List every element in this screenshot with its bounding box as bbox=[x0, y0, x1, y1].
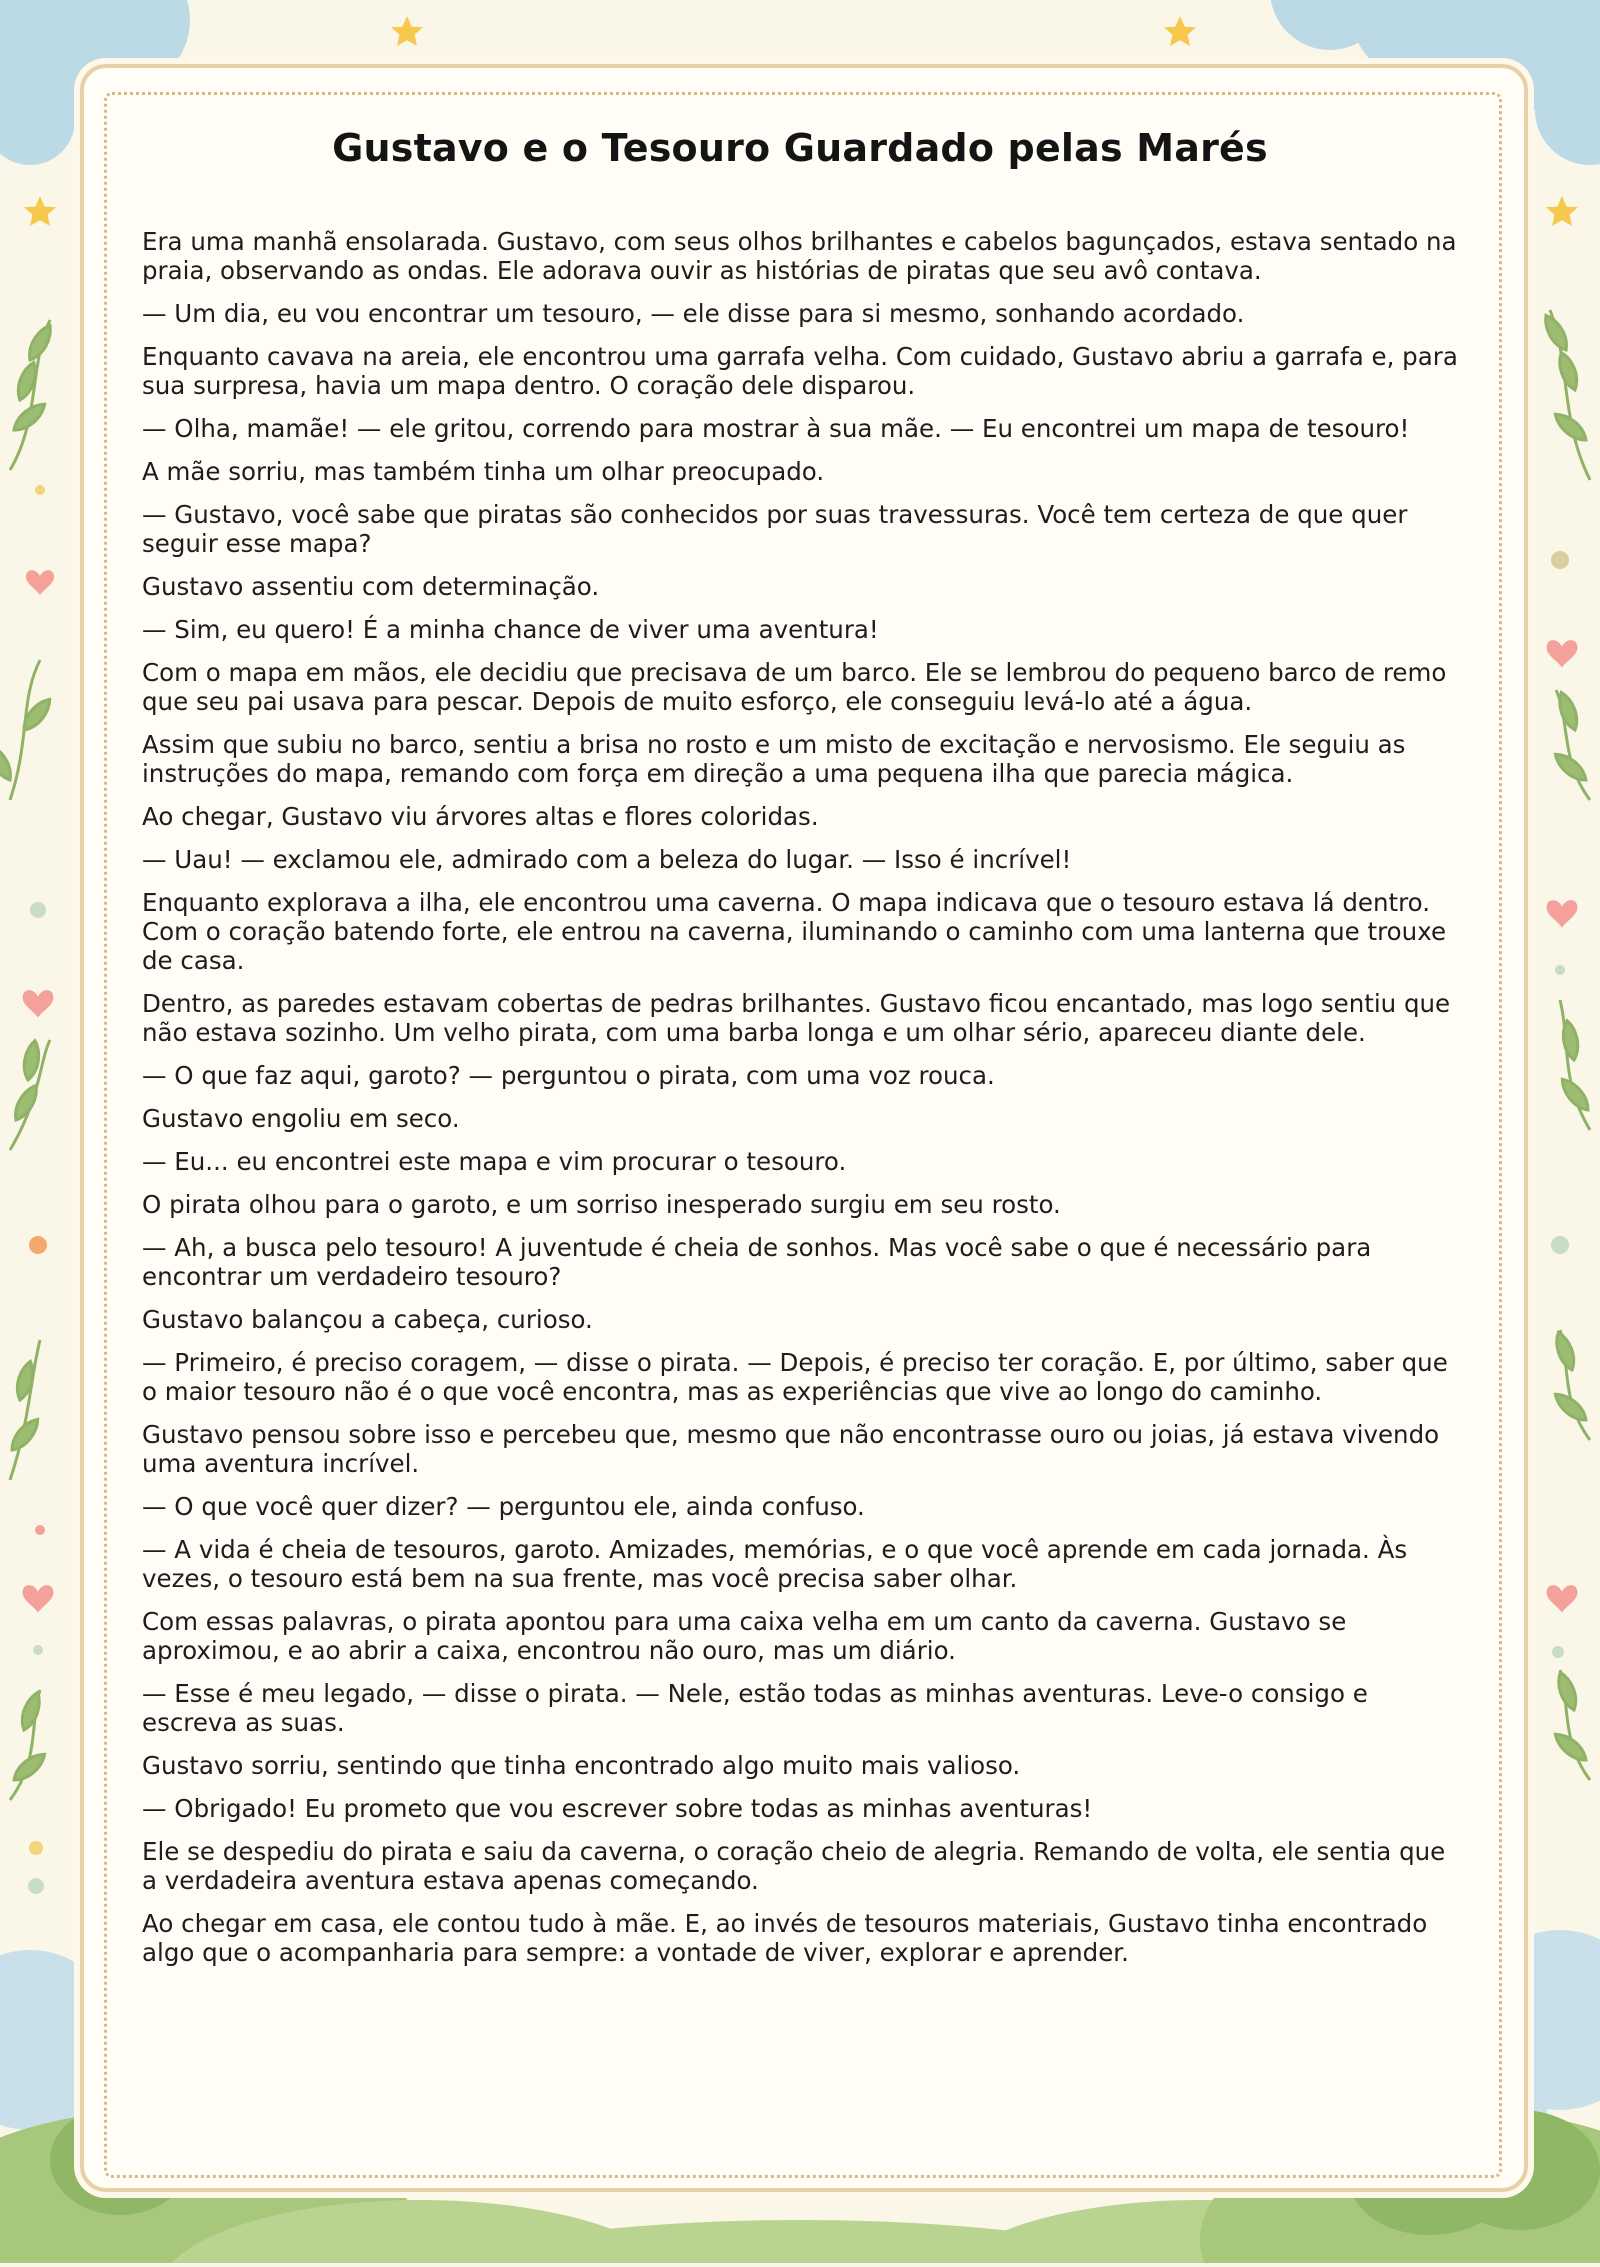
story-paragraph: Gustavo engoliu em seco. bbox=[142, 1104, 460, 1133]
story-paragraph: Dentro, as paredes estavam cobertas de pedras brilhantes. Gustavo ficou encantado, mas logo sentiu que não estava sozinho. Um velho pirata, com uma barba longa e um olhar sério, apareceu diante dele. bbox=[142, 989, 1451, 1047]
story-body bbox=[142, 227, 1462, 1981]
right-vine bbox=[1540, 310, 1593, 1780]
story-paragraph: Gustavo balançou a cabeça, curioso. bbox=[142, 1305, 593, 1334]
story-paragraph: — Gustavo, você sabe que piratas são conhecidos por suas travessuras. Você tem certeza de que quer seguir esse mapa? bbox=[142, 500, 1408, 558]
story-paragraph: Enquanto cavava na areia, ele encontrou uma garrafa velha. Com cuidado, Gustavo abriu a garrafa e, para sua surpresa, havia um mapa dentro. O coração dele disparou. bbox=[142, 342, 1458, 400]
story-paragraph: — Sim, eu quero! É a minha chance de viver uma aventura! bbox=[142, 615, 879, 644]
story-paragraph: Enquanto explorava a ilha, ele encontrou uma caverna. O mapa indicava que o tesouro estava lá dentro. Com o coração batendo forte, ele entrou na caverna, iluminando o caminho com uma lanterna que trouxe de casa. bbox=[142, 888, 1447, 975]
story-paragraph: A mãe sorriu, mas também tinha um olhar preocupado. bbox=[142, 457, 825, 486]
story-paragraph: — Um dia, eu vou encontrar um tesouro, — ele disse para si mesmo, sonhando acordado. bbox=[142, 299, 1245, 328]
story-paragraph: — Uau! — exclamou ele, admirado com a beleza do lugar. — Isso é incrível! bbox=[142, 845, 1072, 874]
story-paragraph: — Obrigado! Eu prometo que vou escrever sobre todas as minhas aventuras! bbox=[142, 1794, 1093, 1823]
story-paragraph: Gustavo sorriu, sentindo que tinha encontrado algo muito mais valioso. bbox=[142, 1751, 1021, 1780]
story-paragraph: — A vida é cheia de tesouros, garoto. Amizades, memórias, e o que você aprende em cada jornada. Às vezes, o tesouro está bem na sua frente, mas você precisa saber olhar. bbox=[142, 1535, 1408, 1593]
story-paragraph: Era uma manhã ensolarada. Gustavo, com seus olhos brilhantes e cabelos bagunçados, estava sentado na praia, observando as ondas. Ele adorava ouvir as histórias de piratas que seu avô contava. bbox=[142, 227, 1457, 285]
story-paragraph: — Esse é meu legado, — disse o pirata. — Nele, estão todas as minhas aventuras. Leve-o consigo e escreva as suas. bbox=[142, 1679, 1368, 1737]
story-paragraph: — Olha, mamãe! — ele gritou, correndo para mostrar à sua mãe. — Eu encontrei um mapa de tesouro! bbox=[142, 414, 1410, 443]
story-paragraph: Com o mapa em mãos, ele decidiu que precisava de um barco. Ele se lembrou do pequeno barco de remo que seu pai usava para pescar. Depois de muito esforço, ele conseguiu levá-lo até a água. bbox=[142, 658, 1447, 716]
story-paragraph: — Primeiro, é preciso coragem, — disse o pirata. — Depois, é preciso ter coração. E, por último, saber que o maior tesouro não é o que você encontra, mas as experiências que vive ao longo do caminho. bbox=[142, 1348, 1448, 1406]
story-paragraph: — Ah, a busca pelo tesouro! A juventude é cheia de sonhos. Mas você sabe o que é necessário para encontrar um verdadeiro tesouro? bbox=[142, 1233, 1372, 1291]
story-paragraph: — Eu... eu encontrei este mapa e vim procurar o tesouro. bbox=[142, 1147, 847, 1176]
story-paragraph: O pirata olhou para o garoto, e um sorriso inesperado surgiu em seu rosto. bbox=[142, 1190, 1061, 1219]
story-paragraph: Assim que subiu no barco, sentiu a brisa no rosto e um misto de excitação e nervosismo. Ele seguiu as instruções do mapa, remando com força em direção a uma pequena ilha que parecia mágica. bbox=[142, 730, 1406, 788]
story-paragraph: Gustavo pensou sobre isso e percebeu que, mesmo que não encontrasse ouro ou joias, já estava vivendo uma aventura incrível. bbox=[142, 1420, 1440, 1478]
story-title: Gustavo e o Tesouro Guardado pelas Marés bbox=[332, 126, 1268, 170]
story-paragraph: — O que você quer dizer? — perguntou ele, ainda confuso. bbox=[142, 1492, 865, 1521]
story-paragraph: — O que faz aqui, garoto? — perguntou o pirata, com uma voz rouca. bbox=[142, 1061, 995, 1090]
story-paragraph: Gustavo assentiu com determinação. bbox=[142, 572, 600, 601]
story-paragraph: Ao chegar em casa, ele contou tudo à mãe. E, ao invés de tesouros materiais, Gustavo tinha encontrado algo que o acompanharia para sempre: a vontade de viver, explorar e aprender. bbox=[142, 1909, 1428, 1967]
story-paragraph: Com essas palavras, o pirata apontou para uma caixa velha em um canto da caverna. Gustavo se aproximou, e ao abrir a caixa, encontrou não ouro, mas um diário. bbox=[142, 1607, 1347, 1665]
left-vine bbox=[0, 320, 56, 1800]
story-paragraph: Ele se despediu do pirata e saiu da caverna, o coração cheio de alegria. Remando de volta, ele sentia que a verdadeira aventura estava apenas começando. bbox=[142, 1837, 1446, 1895]
story-paragraph: Ao chegar, Gustavo viu árvores altas e flores coloridas. bbox=[142, 802, 819, 831]
